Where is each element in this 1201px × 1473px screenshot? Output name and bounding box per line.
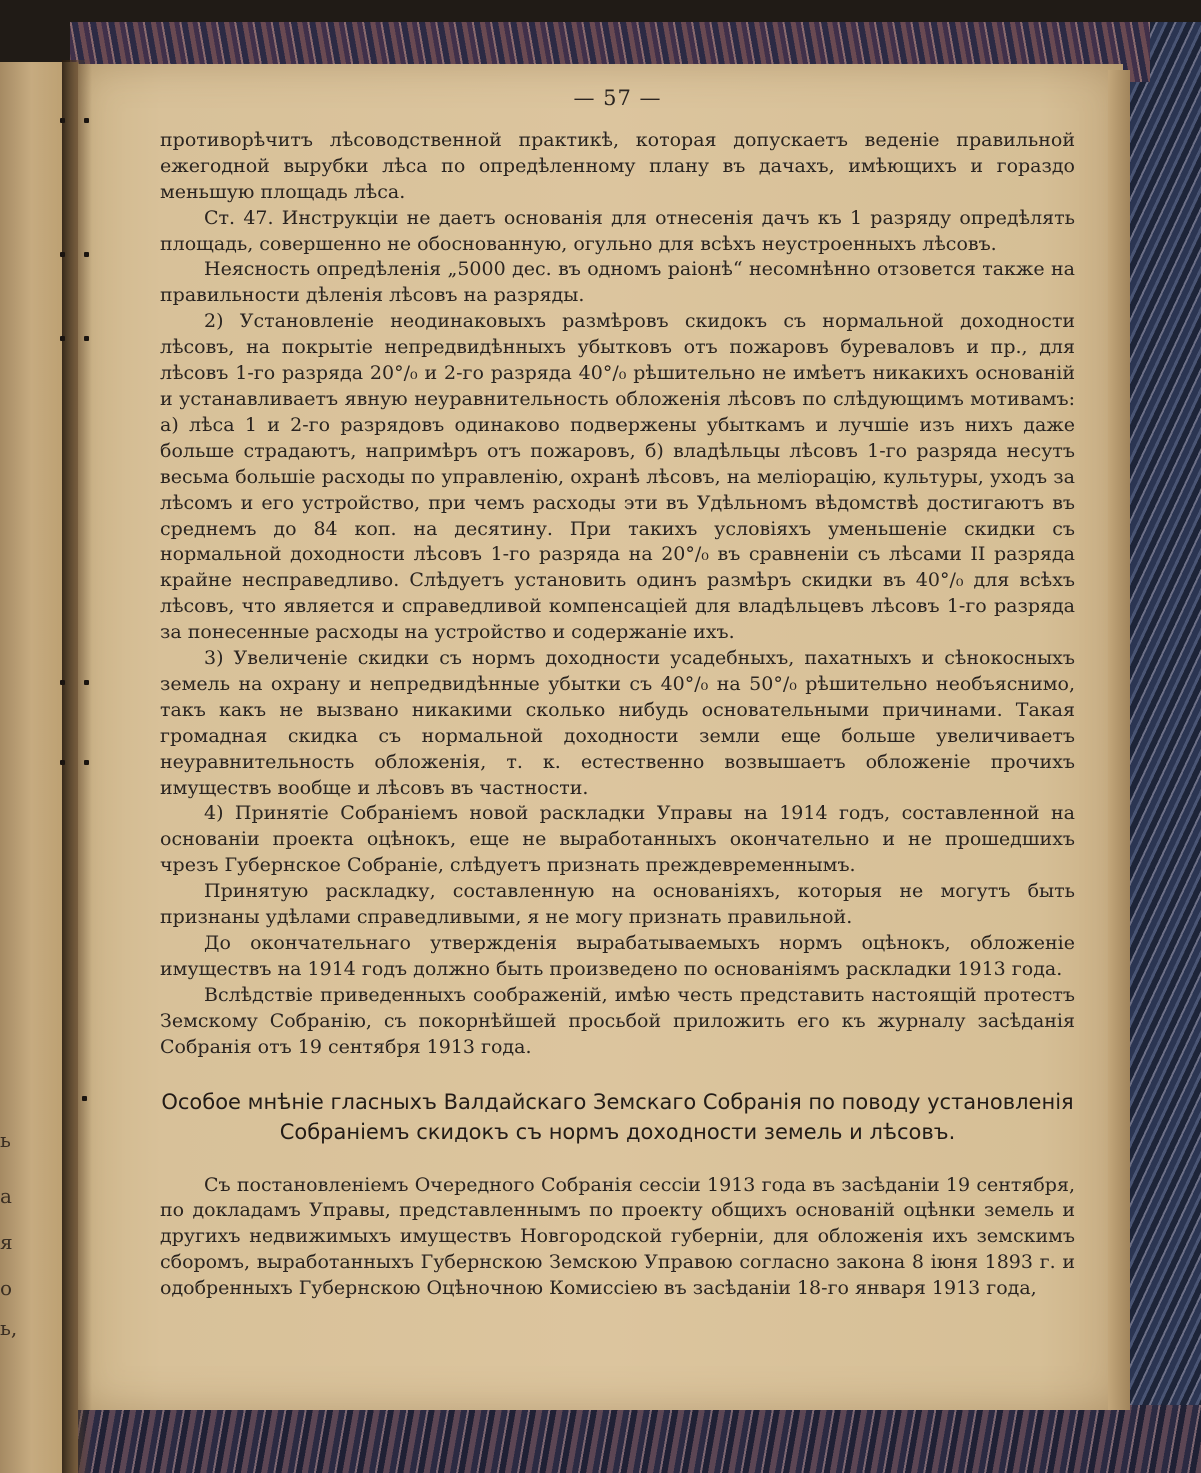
opposite-page-fragment: я [0, 1230, 13, 1254]
paragraph: Принятую раскладку, составленную на основаніяхъ, которыя не могутъ быть признаны удѣлами справедливыми, я не могу признать правильной. [160, 880, 1075, 929]
section-heading: Особое мнѣніе гласныхъ Валдайскаго Земскаго Собранія по поводу установленія Собраніемъ скидокъ съ нормъ доходности земель и лѣсовъ. [161, 1089, 1074, 1144]
opposite-page-fragment: о [0, 1276, 13, 1300]
page-text [160, 86, 1075, 1302]
paragraph: Съ постановленіемъ Очередного Собранія сессіи 1913 года въ засѣданіи 19 сентября, по докладамъ Управы, представленнымъ по проекту общихъ основаній оцѣнки земель и другихъ недвижимыхъ имуществъ Новгородской губерніи, для обложенія ихъ земскимъ сборомъ, выработанныхъ Губернскою Земскою Управою согласно закона 8 іюня 1893 г. и одобренныхъ Губернскою Оцѣночною Комиссіею въ засѣданіи 18-го января 1913 года, [160, 1173, 1075, 1300]
paragraph: 3) Увеличеніе скидки съ нормъ доходности усадебныхъ, пахатныхъ и сѣнокосныхъ земель на охрану и непредвидѣнные убытки съ 40°/₀ на 50°/₀ рѣшительно необъяснимо, такъ какъ не вызвано никакими сколько нибудь основательными причинами. Такая громадная скидка съ нормальной доходности земли еще больше увеличиваетъ неуравнительность обложенія, т. к. естественно возвышаетъ обложеніе прочихъ имуществъ вообще и лѣсовъ въ частности. [160, 647, 1075, 799]
paragraph: 2) Установленіе неодинаковыхъ размѣровъ скидокъ съ нормальной доходности лѣсовъ, на покрытіе непредвидѣнныхъ убытковъ отъ пожаровъ буреваловъ и пр., для лѣсовъ 1-го разряда 20°/₀ и 2-го разряда 40°/₀ рѣшительно не имѣетъ никакихъ основаній и устанавливаетъ явную неуравнительность обложенія лѣсовъ по слѣдующимъ мотивамъ: а) лѣса 1 и 2-го разрядовъ одинаково подвержены убыткамъ и лучшіе изъ нихъ даже больше страдаютъ, напримѣръ отъ пожаровъ, б) владѣльцы лѣсовъ 1-го разряда несутъ весьма большіе расходы по управленію, охранѣ лѣсовъ, на меліорацію, культуры, уходъ за лѣсомъ и его устройство, при чемъ расходы эти въ Удѣльномъ вѣдомствѣ достигаютъ въ среднемъ до 84 коп. на десятину. При такихъ условіяхъ уменьшеніе скидки съ нормальной доходности лѣсовъ 1-го разряда на 20°/₀ въ сравненіи съ лѣсами II разряда крайне несправедливо. Слѣдуетъ установить одинъ размѣръ скидки въ 40°/₀ для всѣхъ лѣсовъ, что является и справедливой компенсаціей для владѣльцевъ лѣсовъ 1-го разряда за понесенные расходы на устройство и содержаніе ихъ. [160, 310, 1075, 644]
paragraph: До окончательнаго утвержденія вырабатываемыхъ нормъ оцѣнокъ, обложеніе имуществъ на 1914 годъ должно быть произведено по основаніямъ раскладки 1913 года. [160, 932, 1075, 980]
opposite-page-fragment: ь, [0, 1316, 18, 1340]
binding-thread-marks [58, 100, 98, 1400]
page-edge [1108, 70, 1130, 1410]
paragraph: Ст. 47. Инструкціи не даетъ основанія для отнесенія дачъ къ 1 разряду опредѣлять площадь, совершенно не обоснованную, огульно для всѣхъ неустроенныхъ лѣсовъ. [160, 206, 1075, 255]
paragraph: Неясность опредѣленія „5000 дес. въ одномъ раіонѣ“ несомнѣнно отзовется также на правильности дѣленія лѣсовъ на разряды. [160, 258, 1075, 307]
paragraph: противорѣчитъ лѣсоводственной практикѣ, которая допускаетъ веденіе правильной ежегодной вырубки лѣса по опредѣленному плану въ дачахъ, имѣющихъ и гораздо меньшую площадь лѣса. [160, 128, 1075, 203]
marbled-board-bottom [70, 1405, 1201, 1473]
paragraph: Вслѣдствіе приведенныхъ соображеній, имѣю честь представить настоящій протестъ Земскому Собранію, съ покорнѣйшей просьбой приложить его къ журналу засѣданія Собранія отъ 19 сентября 1913 года. [160, 983, 1075, 1058]
paragraph: 4) Принятіе Собраніемъ новой раскладки Управы на 1914 годъ, составленной на основаніи проекта оцѣнокъ, еще не выработанныхъ окончательно и не прошедшихъ чрезъ Губернское Собраніе, слѣдуетъ признать преждевременнымъ. [160, 802, 1075, 877]
opposite-page-text [0, 730, 20, 1348]
opposite-page-fragment: ь [0, 1128, 11, 1152]
opposite-page-fragment: а [0, 1184, 12, 1208]
page-number: — 57 — [573, 86, 662, 110]
